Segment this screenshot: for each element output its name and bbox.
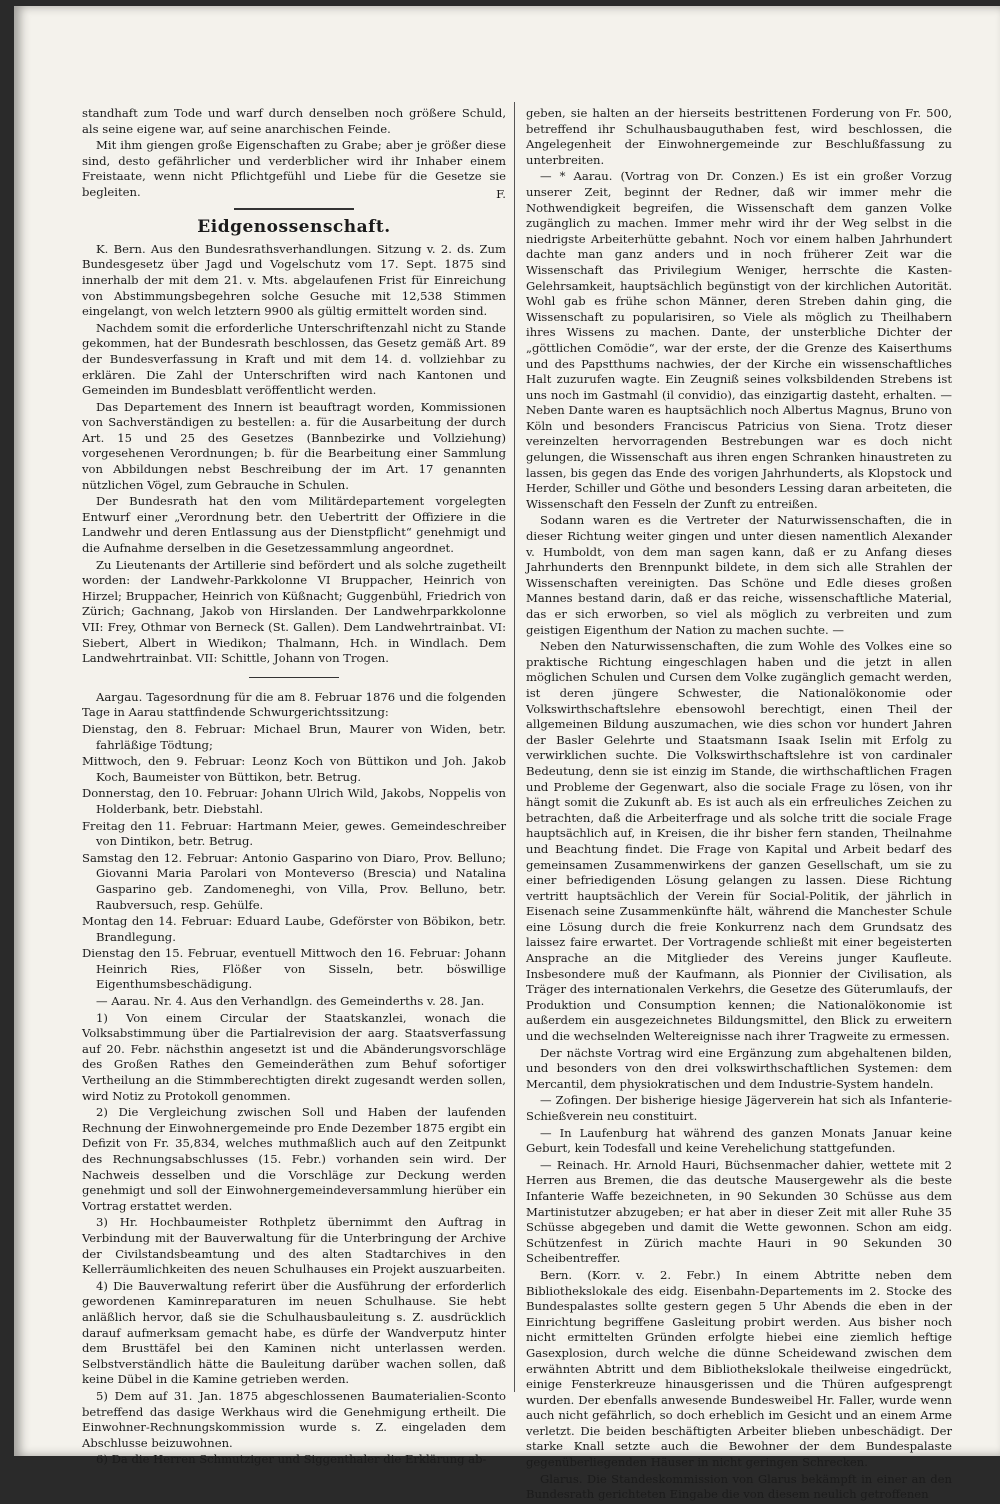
intro-signature: F. <box>496 186 506 201</box>
bern-paragraph-5: Zu Lieutenants der Artillerie sind befördert und als solche zugetheilt worden: der Landwehr-Parkkolonne VI Bruppacher, Heinrich von Hirzel; Bruppacher, Heinrich von Küßnacht; Guggenbühl, Friedrich von Zürich; Gachnang, Jakob von Hirslanden. Der Landwehrparkkolonne VII: Frey, Othmar von Berneck (St. Gallen). Dem Landwehrtrainbat. VI: Siebert, Albert in Wiedikon; Thalmann, Hch. in Windlach. Dem Landwehrtrainbat. VII: Schittle, Johann von Trogen. <box>82 557 506 666</box>
aarau-item: 3) Hr. Hochbaumeister Rothpletz übernimmt den Auftrag in Verbindung mit der Bauverwaltung für die Unterbringung der Archive der Civilstandsbeamtung und des alten Stadtarchives in den Kellerräumlichkeiten des neuen Schulhauses ein Projekt auszuarbeiten. <box>82 1215 506 1277</box>
aarau-item: 6) Da die Herren Schmutziger und Siggenthaler die Erklärung ab- <box>96 1452 487 1467</box>
agenda-item: Donnerstag, den 10. Februar: Johann Ulrich Wild, Jakobs, Noppelis von Holderbank, betr. Diebstahl. <box>82 786 506 816</box>
agenda-item: Mittwoch, den 9. Februar: Leonz Koch von Büttikon und Joh. Jakob Koch, Baumeister von Büttikon, betr. Betrug. <box>82 754 506 784</box>
section-rule <box>234 208 354 210</box>
agenda-item: Dienstag den 15. Februar, eventuell Mittwoch den 16. Februar: Johann Heinrich Ries, Flößer von Sisseln, betr. böswillige Eigenthumsbeschädigung. <box>82 946 506 992</box>
bern-paragraph-4: Der Bundesrath hat den vom Militärdepartement vorgelegten Entwurf einer „Verordnung betr. den Uebertritt der Offiziere in die Landwehr und deren Entlassung aus der Dienstpflicht“ genehmigt und die Aufnahme derselben in die Gesetzessammlung angeordnet. <box>82 494 506 556</box>
agenda-item: Dienstag, den 8. Februar: Michael Brun, Maurer von Widen, betr. fahrläßige Tödtung; <box>82 721 506 752</box>
zofingen-notice: — Zofingen. Der bisherige hiesige Jägerverein hat sich als Infanterie-Schießverein neu constituirt. <box>526 1093 952 1123</box>
newspaper-page <box>14 6 1000 1502</box>
agenda-item: Montag den 14. Februar: Eduard Laube, Gdeförster von Böbikon, betr. Brandlegung. <box>82 914 506 944</box>
aarau-item: 4) Die Bauverwaltung referirt über die Ausführung der erforderlich gewordenen Kaminreparaturen im neuen Schulhause. Sie hebt anläßlich hervor, daß sie die Schulhausbauleitung s. Z. ausdrücklich darauf aufmerksam gemacht habe, es dürfe der Wandverputz hinter dem Brusttäfel bei den Kaminen nicht unterlassen werden. Selbstverständlich hätte die Bauleitung darüber wachen sollen, daß keine Dübel in die Kamine getrieben werden. <box>82 1278 506 1387</box>
bern-paragraph-1: K. Bern. Aus den Bundesrathsverhandlungen. Sitzung v. 2. ds. Zum Bundesgesetz über Jagd und Vogelschutz vom 17. Sept. 1875 sind innerhalb der mit dem 21. v. Mts. abgelaufenen Frist für Einreichung von Abstimmungsbegehren solche Gesuche mit 12,538 Stimmen eingelangt, von welch letztern 9900 als gültig ermittelt worden sind. <box>82 241 506 319</box>
right-column <box>526 106 952 1504</box>
left-column <box>82 106 506 1469</box>
aarau-item: 1) Von einem Circular der Staatskanzlei, wonach die Volksabstimmung über die Partialrevision der aarg. Staatsverfassung auf 20. Febr. nächsthin angesetzt ist und die Abänderungsvorschläge des Großen Rathes den Gemeinderäthen zum Behuf sofortiger Vertheilung an die Stimmberechtigten direkt zugesandt werden sollen, wird Notiz zu Protokoll genommen. <box>82 1010 506 1103</box>
article-rule <box>249 677 339 678</box>
agenda-item: Samstag den 12. Februar: Antonio Gasparino von Diaro, Prov. Belluno; Giovanni Maria Parolari von Monteverso (Brescia) und Natalina Gasparino geb. Zandomeneghi, von Villa, Prov. Belluno, betr. Raubversuch, resp. Gehülfe. <box>82 850 506 912</box>
intro-paragraph: standhaft zum Tode und warf durch denselben noch größere Schuld, als seine eigene war, auf seine anarchischen Feinde. <box>82 106 506 136</box>
bern-explosion-report: Bern. (Korr. v. 2. Febr.) In einem Abtritte neben dem Bibliothekslokale des eidg. Eisenbahn-Departements im 2. Stocke des Bundespalastes sollte gestern gegen 5 Uhr Abends die eben in der Einrichtung begriffene Gasleitung probirt werden. Aus bisher noch nicht ermittelten Gründen erfolgte hiebei eine ziemlich heftige Gasexplosion, durch welche die dünne Scheidewand zwischen dem erwähnten Abtritt und dem Bibliothekslokale theilweise eingedrückt, einige Fensterkreuze hinausgerissen und die Thüren aufgesprengt wurden. Der ebenfalls anwesende Bundesweibel Hr. Faller, wurde wenn auch nicht gefährlich, so doch erheblich im Gesicht und an einem Arme verletzt. Die beiden beschäftigten Arbeiter blieben unbeschädigt. Der starke Knall setzte auch die Bewohner der dem Bundespalaste gegenüberliegenden Häuser in nicht geringen Schrecken. <box>526 1267 952 1470</box>
lecture-paragraph-2: Sodann waren es die Vertreter der Naturwissenschaften, die in dieser Richtung weiter gingen und unter diesen namentlich Alexander v. Humboldt, von dem man sagen kann, daß er zu Anfang dieses Jahrhunderts den Brennpunkt bildete, in dem sich alle Strahlen der Wissenschaften vereinigten. Das Schöne und Edle dieses großen Mannes bestand darin, daß er das reiche, wissenschaftliche Material, das er sich erworben, so viel als möglich zu verbreiten und zum geistigen Eigenthum der Nation zu machen suchte. — <box>526 513 952 637</box>
bern-paragraph-2: Nachdem somit die erforderliche Unterschriftenzahl nicht zu Stande gekommen, hat der Bundesrath beschlossen, das Gesetz gemäß Art. 89 der Bundesverfassung in Kraft und mit dem 14. d. vollziehbar zu erklären. Die Zahl der Unterschriften wird nach Kantonen und Gemeinden im Bundesblatt veröffentlicht werden. <box>82 320 506 398</box>
aarau-item: 2) Die Vergleichung zwischen Soll und Haben der laufenden Rechnung der Einwohnergemeinde pro Ende Dezember 1875 ergibt ein Defizit von Fr. 35,834, welches muthmaßlich auch auf den Zeitpunkt des Rechnungsabschlusses (15. Febr.) vorhanden sein wird. Der Nachweis desselben und die Vorschläge zur Deckung werden genehmigt und soll der Einwohnergemeindeversammlung hierüber ein Vortrag erstattet werden. <box>82 1105 506 1213</box>
section-title: Eidgenossenschaft. <box>197 217 391 238</box>
column-divider <box>514 102 515 1392</box>
aargau-heading: Aargau. Tagesordnung für die am 8. Februar 1876 und die folgenden Tage in Aarau stattfindende Schwurgerichtssitzung: <box>82 689 506 720</box>
lecture-paragraph-1: — * Aarau. (Vortrag von Dr. Conzen.) Es ist ein großer Vorzug unserer Zeit, beginnt der Redner, daß wir immer mehr die Nothwendigkeit begreifen, die Wissenschaft dem ganzen Volke zugänglich zu machen. Immer mehr wird ihr der Weg selbst in die niedrigste Arbeiterhütte gebahnt. Noch vor einem halben Jahrhundert dachte man ganz anders und in noch früherer Zeit war die Wissenschaft das Privilegium Weniger, herrschte die Kasten-Gelehrsamkeit, hauptsächlich begünstigt von der kirchlichen Autorität. Wohl gab es frühe schon Männer, deren Streben dahin ging, die Wissenschaft zu popularisiren, so Viele als möglich zu Theilhabern ihres Wissens zu machen. Dante, der unsterbliche Dichter der „göttlichen Comödie“, war der erste, der die Grenze des Kaiserthums und des Papstthums nachwies, der der Kirche ein wissenschaftliches Halt zuzurufen wagte. Ein Zeugniß seines volksbildenden Strebens ist uns noch im Gastmahl (il convidio), das einzigartig dasteht, erhalten. — Neben Dante waren es hauptsächlich noch Albertus Magnus, Bruno von Köln und besonders Franciscus Patricius von Siena. Trotz dieser vereinzelten hervorragenden Bestrebungen war es doch nicht gelungen, die Wissenschaft aus ihren engen Schranken hinaustreten zu lassen, bis gegen das Ende des vorigen Jahrhunderts, als Klopstock und Herder, Schiller und Göthe und besonders Lessing daran arbeiteten, die Wissenschaft den Fesseln der Zunft zu entreißen. <box>526 169 952 511</box>
agenda-item: Freitag den 11. Februar: Hartmann Meier, gewes. Gemeindeschreiber von Dintikon, betr. Betrug. <box>82 818 506 849</box>
laufenburg-notice: — In Laufenburg hat während des ganzen Monats Januar keine Geburt, kein Todesfall und keine Verehelichung stattgefunden. <box>526 1125 952 1156</box>
intro-paragraph-2: Mit ihm giengen große Eigenschaften zu Grabe; aber je größer diese sind, desto gefährlicher und verderblicher wird ihr Inhaber einem Freistaate, wenn nicht Pflichtgefühl und Liebe für die Gesetze sie begleiten. <box>82 138 506 199</box>
lecture-paragraph-4: Der nächste Vortrag wird eine Ergänzung zum abgehaltenen bilden, und besonders von den drei volkswirthschaftlichen Systemen: dem Mercantil, dem physiokratischen und dem Industrie-System handeln. <box>526 1045 952 1091</box>
reinach-notice: — Reinach. Hr. Arnold Hauri, Büchsenmacher dahier, wettete mit 2 Herren aus Bremen, die das deutsche Mausergewehr als die beste Infanterie Waffe bezeichneten, in 90 Sekunden 30 Schüsse aus dem Martinistutzer abzugeben; er hat aber in dieser Zeit mit aller Ruhe 35 Schüsse abgegeben und damit die Wette gewonnen. Schon am eidg. Schützenfest in Zürich machte Hauri in 90 Sekunden 30 Scheibentreffer. <box>526 1157 952 1266</box>
glarus-notice: Glarus. Die Standeskommission von Glarus bekämpft in einer an den Bundesrath gerichteten Eingabe die von diesem neulich getroffenen <box>526 1471 952 1502</box>
bern-paragraph-3: Das Departement des Innern ist beauftragt worden, Kommissionen von Sachverständigen zu bestellen: a. für die Ausarbeitung der durch Art. 15 und 25 des Gesetzes (Bannbezirke und Vollziehung) vorgesehenen Verordnungen; b. für die Bearbeitung einer Sammlung von Abbildungen nebst Beschreibung der im Art. 17 genannten nützlichen Vögel, zum Gebrauche in Schulen. <box>82 399 506 492</box>
aarau-item: 5) Dem auf 31. Jan. 1875 abgeschlossenen Baumaterialien-Sconto betreffend das dasige Werkhaus wird die Genehmigung ertheilt. Die Einwohner-Rechnungskommission wurde s. Z. eingeladen dem Abschlusse beizuwohnen. <box>82 1388 506 1450</box>
court-agenda <box>82 722 506 993</box>
lecture-paragraph-3: Neben den Naturwissenschaften, die zum Wohle des Volkes eine so praktische Richtung eingeschlagen haben und die jetzt in allen möglichen Schulen und Cursen dem Volke zugänglich gemacht werden, ist deren jüngere Schwester, die Nationalökonomie oder Volkswirthschaftslehre ebensowohl berechtigt, einen Theil der allgemeinen Bildung auszumachen, wie dies schon vor hundert Jahren der Basler Gelehrte und Staatsmann Isaak Iselin mit Erfolg zu verwirklichen suchte. Die Volkswirthschaftslehre ist von cardinaler Bedeutung, denn sie ist einzig im Stande, die wirthschaftlichen Fragen und Probleme der Gegenwart, also die sociale Frage zu lösen, von ihr hängt somit die Zukunft ab. Es ist auch als ein erfreuliches Zeichen zu betrachten, daß die Arbeiterfrage und als solche tritt die sociale Frage hauptsächlich auf, in Kreisen, die ihr bisher fern standen, Theilnahme und Beachtung findet. Die Frage von Kapital und Arbeit bedarf des gemeinsamen Zusammenwirkens der ganzen Gesellschaft, um sie zu einer befriedigenden Lösung gelangen zu lassen. Diese Richtung vertritt hauptsächlich der Verein für Social-Politik, der jährlich in Eisenach seine Zusammenkünfte hält, während die Manchester Schule eine Lösung durch die freie Konkurrenz nach dem Grundsatz des laissez faire erwartet. Der Vortragende schließt mit einer begeisterten Ansprache an die Mitglieder des Vereins junger Kaufleute. Insbesondere muß der Kaufmann, als Pionnier der Civilisation, als Träger des internationalen Verkehrs, die Gesetze des Güterumlaufs, der Produktion und Consumption kennen; die Nationalökonomie ist außerdem ein ausgezeichnetes Bildungsmittel, den Blick zu erweitern und die wechselnden Weltereignisse nach ihrer Tragweite zu ermessen. <box>526 639 952 1044</box>
continued-paragraph: geben, sie halten an der hierseits bestrittenen Forderung von Fr. 500, betreffend ihr Schulhausbauguthaben fest, wird beschlossen, die Angelegenheit der Einwohnergemeinde zur Beschlußfassung zu unterbreiten. <box>526 106 952 167</box>
aarau-heading: — Aarau. Nr. 4. Aus den Verhandlgn. des Gemeinderths v. 28. Jan. <box>96 994 485 1009</box>
